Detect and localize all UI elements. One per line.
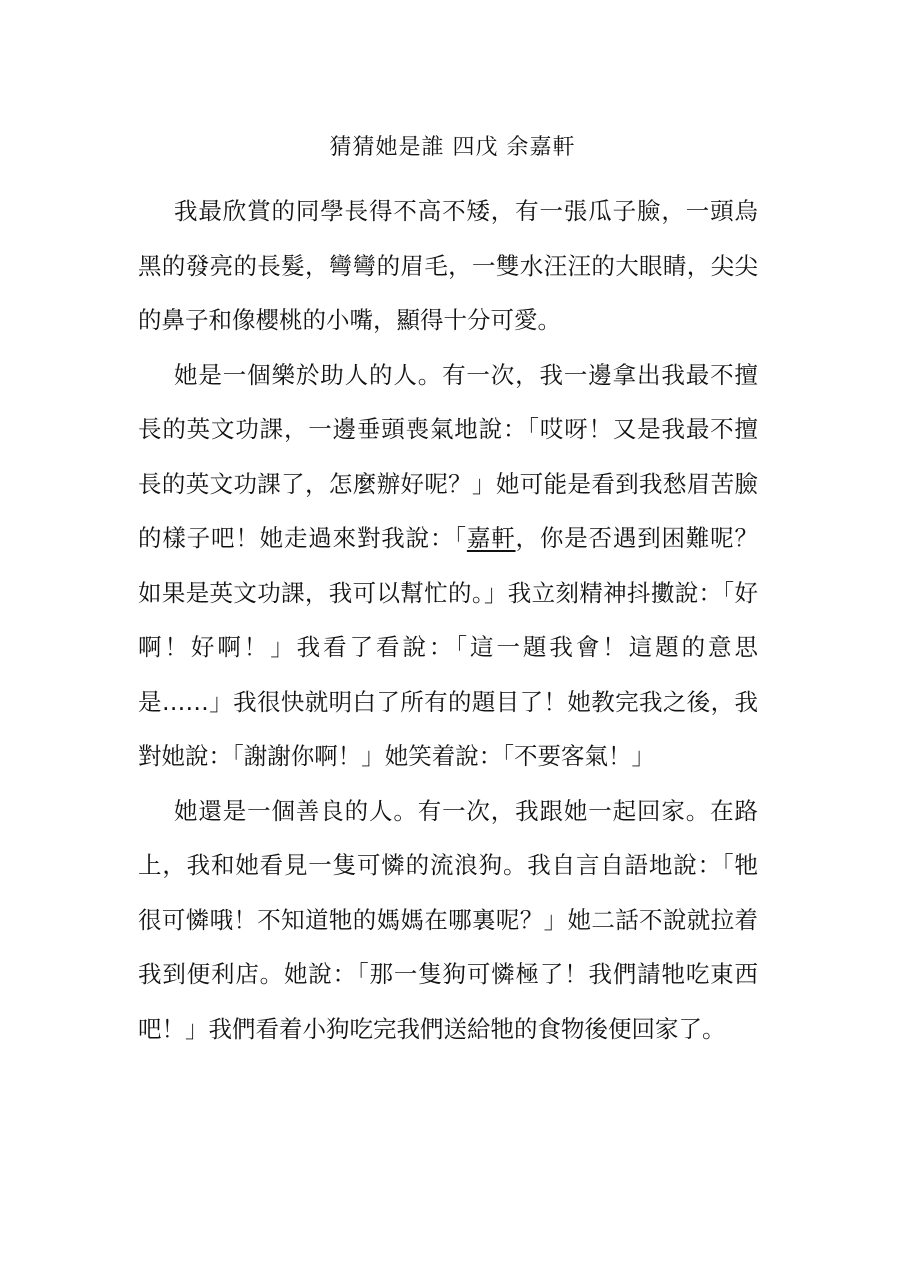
paragraph-helpful-text-before: 她是一個樂於助人的人。有一次，我一邊拿出我最不擅長的英文功課，一邊垂頭喪氣地說：「哎呀！又是我最不擅長的英文功課了，怎麼辦好呢？」她可能是看到我愁眉苦臉的樣子吧！她走過來對我說：「 xyxy=(138,360,758,552)
paragraph-appearance: 我最欣賞的同學長得不高不矮，有一張瓜子臉，一頭烏黑的發亮的長髮，彎彎的眉毛，一雙水汪汪的大眼睛，尖尖的鼻子和像櫻桃的小嘴，顯得十分可愛。 xyxy=(138,197,758,334)
paragraph-helpful-text-after: ，你是否遇到困難呢？如果是英文功課，我可以幫忙的。」我立刻精神抖擻說：「好啊！好啊！」我看了看說：「這一題我會！這題的意思是……」我很快就明白了所有的題目了！她教完我之後，我對她說：「謝謝你啊！」她笑着說：「不要客氣！」 xyxy=(138,524,759,770)
essay-title: 猜猜她是誰 四戊 余嘉軒 xyxy=(329,135,576,160)
essay-body xyxy=(138,184,758,1056)
underlined-name: 嘉軒 xyxy=(466,524,516,552)
paragraph-helpful xyxy=(138,348,758,784)
paragraph-kind: 她還是一個善良的人。有一次，我跟她一起回家。在路上，我和她看見一隻可憐的流浪狗。我自言自語地說：「牠很可憐哦！不知道牠的媽媽在哪裏呢？」她二話不說就拉着我到便利店。她說：「那一隻狗可憐極了！我們請牠吃東西吧！」我們看着小狗吃完我們送給牠的食物後便回家了。 xyxy=(138,796,758,1043)
